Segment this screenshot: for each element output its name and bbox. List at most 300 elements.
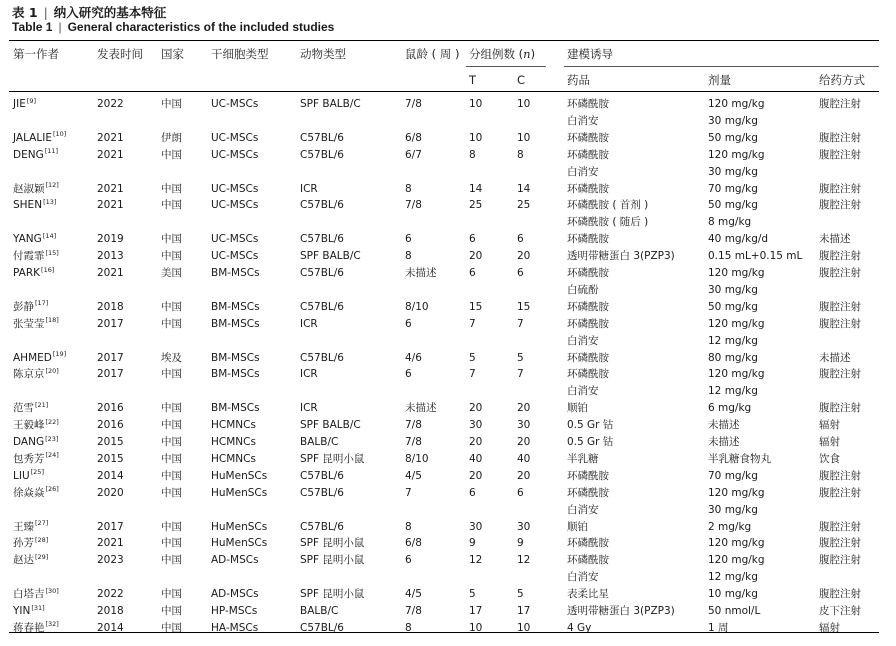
cell-animal [300, 604, 338, 618]
cell-route [819, 266, 861, 280]
cell-year-text: 2017 [97, 368, 124, 381]
cell-t [469, 401, 482, 415]
cell-t [469, 418, 482, 432]
cell-cell-text: BM-MSCs [211, 267, 260, 279]
cell-cell [211, 131, 258, 145]
cell-author [13, 232, 56, 246]
cell-dose-text: 30 mg/kg [708, 503, 758, 516]
cell-drug [567, 486, 609, 500]
cell-c [517, 97, 530, 111]
cell-animal-text: SPF BALB/C [300, 98, 361, 110]
cell-drug [567, 266, 609, 280]
cell-animal [300, 587, 364, 601]
cell-age-text: 4/5 [405, 469, 422, 482]
cell-age-text: 4/5 [405, 588, 422, 601]
cell-cell-text: HA-MSCs [211, 621, 259, 634]
cell-cell [211, 182, 258, 196]
cell-author [13, 317, 59, 331]
cell-animal-text: ICR [300, 368, 318, 381]
cell-age [405, 232, 412, 246]
cell-country-text: 中国 [161, 402, 182, 415]
cell-cell-text: HuMenSCs [211, 469, 268, 482]
cell-country [161, 351, 182, 365]
cell-c [517, 182, 530, 196]
cell-route-text: 腹腔注射 [819, 267, 861, 279]
cell-dose [708, 503, 758, 517]
cell-animal-text: SPF 昆明小鼠 [300, 452, 365, 465]
citation-ref: [16] [41, 265, 55, 274]
cell-cell-text: BM-MSCs [211, 300, 260, 313]
cell-author-text: 王毅峰 [13, 419, 45, 432]
cell-c-text: 8 [517, 148, 524, 161]
cell-author-text: DENG [13, 148, 44, 161]
cell-route [819, 604, 861, 618]
cell-year [97, 367, 124, 381]
cell-age [405, 148, 422, 162]
cell-drug-text: 环磷酰胺 [567, 486, 609, 499]
cell-cell-text: UC-MSCs [211, 148, 259, 161]
citation-ref: [14] [42, 231, 57, 240]
cell-author-text: JALALIE [13, 131, 52, 144]
cell-dose [708, 604, 760, 618]
caption-separator: | [43, 5, 48, 20]
cell-t-text: 14 [469, 182, 483, 195]
header-dose: 剂量 [708, 73, 731, 87]
cell-drug-text: 白消安 [567, 571, 599, 584]
cell-age [405, 486, 412, 500]
cell-drug [567, 604, 675, 618]
cell-t-text: 9 [469, 537, 476, 550]
cell-c-text: 30 [517, 419, 531, 432]
cell-animal [300, 300, 344, 314]
cell-cell [211, 401, 260, 415]
cell-age [405, 249, 412, 263]
cell-animal [300, 148, 344, 162]
cell-animal [300, 131, 344, 145]
cell-author-text: 包秀芳 [13, 452, 45, 465]
cell-dose-text: 120 mg/kg [708, 368, 765, 381]
cell-author-text: 孙芳 [13, 537, 34, 550]
cell-drug [567, 367, 609, 381]
cell-route-text: 腹腔注射 [819, 469, 861, 482]
header-author: 第一作者 [13, 47, 59, 61]
cell-age [405, 182, 412, 196]
cell-route-text: 未描述 [819, 351, 851, 364]
cell-country-text: 中国 [161, 182, 182, 195]
cell-cell-text: BM-MSCs [211, 351, 260, 364]
cell-drug-text: 环磷酰胺 [567, 469, 609, 482]
cell-author [13, 266, 54, 280]
cell-author-text: YIN [13, 605, 31, 617]
cell-drug-text: 0.5 Gr 钴 [567, 436, 614, 448]
cell-animal-text: BALB/C [300, 436, 339, 448]
cell-drug-text: 半乳糖 [567, 452, 599, 465]
cell-author-text: YANG [13, 233, 42, 246]
cell-route-text: 辐射 [819, 419, 840, 432]
cell-country [161, 148, 182, 162]
cell-dose-text: 120 mg/kg [708, 554, 765, 567]
cell-route [819, 249, 861, 263]
cell-dose-text: 120 mg/kg [708, 148, 765, 161]
cell-year-text: 2020 [97, 486, 124, 499]
cell-dose [708, 131, 758, 145]
table-label-en: Table 1 [12, 20, 53, 34]
cell-t-text: 6 [469, 233, 476, 246]
cell-route [819, 317, 861, 331]
citation-ref: [17] [35, 299, 49, 308]
cell-year [97, 249, 124, 263]
cell-dose [708, 587, 758, 601]
cell-route [819, 131, 861, 145]
cell-drug [567, 300, 609, 314]
cell-c-text: 6 [517, 486, 524, 499]
cell-c-text: 40 [517, 452, 531, 465]
cell-animal-text: C57BL/6 [300, 233, 344, 246]
cell-dose-text: 30 mg/kg [708, 114, 758, 127]
cell-drug-text: 白硫酚 [567, 283, 599, 296]
cell-drug-text: 环磷酰胺 [567, 267, 609, 279]
cell-cell [211, 520, 267, 534]
cell-route-text: 腹腔注射 [819, 199, 861, 212]
cell-dose [708, 283, 758, 297]
cell-c [517, 553, 530, 567]
cell-dose [708, 351, 758, 365]
cell-animal [300, 367, 318, 381]
cell-country-text: 中国 [161, 469, 182, 482]
cell-dose [708, 452, 771, 466]
cell-animal [300, 249, 361, 263]
cell-animal-text: ICR [300, 402, 318, 415]
cell-dose [708, 469, 758, 483]
cell-c [517, 536, 524, 550]
cell-c [517, 604, 530, 618]
cell-drug [567, 520, 588, 534]
cell-drug-text: 环磷酰胺 [567, 351, 609, 364]
cell-year-text: 2016 [97, 419, 124, 432]
cell-age-text: 6 [405, 233, 412, 246]
cell-route [819, 469, 861, 483]
cell-t [469, 97, 482, 111]
cell-country-text: 中国 [161, 199, 182, 212]
cell-cell [211, 435, 256, 449]
cell-c [517, 351, 524, 365]
cell-t [469, 486, 476, 500]
cell-drug-text: 环磷酰胺 [567, 131, 609, 144]
cell-year [97, 553, 124, 567]
cell-c-text: 10 [517, 131, 531, 144]
cell-route-text: 腹腔注射 [819, 182, 861, 195]
cell-t [469, 317, 476, 331]
cell-year [97, 604, 124, 618]
cell-year-text: 2021 [97, 182, 124, 195]
cell-year [97, 232, 124, 246]
cell-age-text: 4/6 [405, 351, 422, 364]
cell-drug [567, 435, 613, 449]
cell-age-text: 8 [405, 182, 412, 195]
cell-cell [211, 418, 256, 432]
cell-country-text: 中国 [161, 520, 182, 533]
cell-drug-text: 透明带糖蛋白 3(PZP3) [567, 250, 675, 263]
cell-age-text: 6 [405, 554, 412, 567]
cell-drug [567, 334, 599, 348]
cell-drug [567, 283, 599, 297]
cell-drug [567, 182, 609, 196]
cell-drug [567, 165, 599, 179]
cell-drug-text: 白消安 [567, 165, 599, 178]
cell-c [517, 249, 530, 263]
cell-country [161, 486, 182, 500]
cell-country [161, 435, 182, 449]
cell-route [819, 452, 840, 466]
cell-dose [708, 553, 765, 567]
cell-t-text: 7 [469, 368, 476, 381]
cell-route-text: 腹腔注射 [819, 300, 861, 313]
cell-route [819, 182, 861, 196]
cell-t [469, 452, 482, 466]
cell-dose-text: 30 mg/kg [708, 165, 758, 178]
cell-animal-text: C57BL/6 [300, 267, 344, 279]
citation-ref: [18] [45, 316, 59, 325]
cell-age [405, 553, 412, 567]
cell-dose [708, 300, 758, 314]
cell-drug [567, 97, 609, 111]
cell-route [819, 435, 840, 449]
cell-cell-text: HCMNCs [211, 419, 256, 432]
cell-cell [211, 300, 260, 314]
citation-ref: [15] [45, 248, 59, 257]
cell-c [517, 435, 530, 449]
cell-year-text: 2016 [97, 402, 124, 415]
cell-author [13, 604, 45, 618]
cell-age [405, 351, 422, 365]
cell-drug [567, 452, 599, 466]
cell-dose-text: 50 mg/kg [708, 300, 758, 313]
cell-c-text: 25 [517, 199, 531, 212]
cell-c-text: 9 [517, 537, 524, 550]
cell-cell [211, 553, 259, 567]
cell-country-text: 美国 [161, 267, 182, 279]
cell-cell-text: HuMenSCs [211, 537, 268, 550]
cell-drug [567, 249, 675, 263]
cell-cell-text: HuMenSCs [211, 520, 268, 533]
cell-age [405, 401, 437, 415]
cell-cell-text: UC-MSCs [211, 199, 259, 212]
cell-drug-text: 白消安 [567, 334, 599, 347]
cell-t-text: 7 [469, 317, 476, 330]
cell-age-text: 6 [405, 317, 412, 330]
cell-author-text: 赵达 [13, 554, 34, 567]
cell-c [517, 198, 530, 212]
cell-author [13, 520, 48, 534]
cell-c [517, 452, 530, 466]
cell-author [13, 351, 66, 365]
cell-cell [211, 198, 258, 212]
cell-drug-text: 表柔比星 [567, 588, 609, 601]
cell-t-text: 10 [469, 98, 483, 110]
cell-dose-text: 120 mg/kg [708, 537, 765, 550]
cell-cell [211, 486, 267, 500]
cell-animal-text: SPF BALB/C [300, 250, 361, 263]
cell-dose-text: 120 mg/kg [708, 317, 765, 330]
cell-cell-text: HuMenSCs [211, 486, 268, 499]
cell-cell [211, 452, 256, 466]
cell-author [13, 198, 56, 212]
cell-t [469, 131, 482, 145]
table-label-zh: 表 1 [12, 5, 38, 20]
table-caption-en [12, 20, 334, 34]
cell-dose-text: 120 mg/kg [708, 98, 765, 110]
cell-author [13, 131, 66, 145]
cell-cell [211, 536, 267, 550]
cell-cell [211, 232, 258, 246]
table-caption-zh [12, 3, 166, 21]
cell-dose [708, 570, 758, 584]
cell-drug [567, 232, 609, 246]
header-group-suffix: ) [530, 47, 536, 61]
cell-year-text: 2017 [97, 317, 124, 330]
cell-t-text: 10 [469, 621, 483, 634]
cell-dose-text: 2 mg/kg [708, 520, 752, 533]
cell-t-text: 40 [469, 452, 483, 465]
cell-t [469, 587, 476, 601]
cell-drug-text: 环磷酰胺 [567, 300, 609, 313]
cell-dose-text: 120 mg/kg [708, 486, 765, 499]
cell-animal-text: C57BL/6 [300, 351, 344, 364]
cell-drug-text: 环磷酰胺 [567, 233, 609, 246]
cell-dose [708, 536, 765, 550]
cell-country-text: 中国 [161, 605, 182, 617]
cell-country-text: 埃及 [161, 351, 182, 364]
cell-age [405, 418, 422, 432]
cell-dose-text: 10 mg/kg [708, 588, 758, 601]
cell-cell-text: BM-MSCs [211, 368, 260, 381]
citation-ref: [11] [44, 147, 59, 156]
cell-t-text: 5 [469, 588, 476, 601]
cell-year [97, 351, 124, 365]
cell-author-text: 赵淑颖 [13, 182, 45, 195]
cell-country-text: 中国 [161, 317, 182, 330]
cell-dose [708, 486, 765, 500]
cell-c-text: 12 [517, 554, 531, 567]
cell-route [819, 97, 861, 111]
cell-cell [211, 604, 257, 618]
cell-t-text: 20 [469, 402, 483, 415]
cell-dose [708, 114, 758, 128]
cell-age [405, 469, 422, 483]
cell-route [819, 553, 861, 567]
cell-animal-text: ICR [300, 317, 318, 330]
cell-age-text: 6 [405, 368, 412, 381]
header-drug: 药品 [567, 73, 590, 87]
cell-animal-text: BALB/C [300, 605, 339, 617]
cell-dose-text: 50 mg/kg [708, 131, 758, 144]
cell-author [13, 367, 59, 381]
cell-drug-text: 环磷酰胺 ( 首剂 ) [567, 199, 649, 212]
table-bottom-rule [9, 632, 879, 633]
cell-author-text: AHMED [13, 351, 52, 364]
cell-c [517, 300, 530, 314]
cell-animal-text: C57BL/6 [300, 131, 344, 144]
cell-dose [708, 520, 751, 534]
cell-author [13, 536, 48, 550]
cell-dose [708, 198, 758, 212]
cell-dose-text: 70 mg/kg [708, 469, 758, 482]
cell-animal [300, 452, 364, 466]
cell-age-text: 8/10 [405, 452, 429, 465]
cell-year-text: 2017 [97, 520, 124, 533]
cell-dose [708, 334, 758, 348]
cell-c [517, 520, 530, 534]
cell-drug [567, 384, 599, 398]
cell-country-text: 中国 [161, 436, 182, 448]
cell-age-text: 7/8 [405, 436, 422, 448]
header-country: 国家 [161, 47, 184, 61]
cell-route-text: 腹腔注射 [819, 588, 861, 601]
cell-year-text: 2021 [97, 131, 124, 144]
cell-t [469, 553, 482, 567]
cell-year [97, 266, 124, 280]
cell-c [517, 418, 530, 432]
cell-author-text: 白塔吉 [13, 588, 45, 601]
cell-t-text: 30 [469, 419, 483, 432]
cell-age-text: 7/8 [405, 98, 422, 110]
cell-year-text: 2015 [97, 452, 124, 465]
cell-drug [567, 114, 599, 128]
cell-route-text: 腹腔注射 [819, 131, 861, 144]
cell-animal-text: C57BL/6 [300, 621, 344, 634]
cell-country-text: 中国 [161, 233, 182, 246]
cell-c [517, 266, 524, 280]
cell-age-text: 7/8 [405, 199, 422, 212]
cell-route [819, 520, 861, 534]
cell-year [97, 300, 124, 314]
cell-route-text: 腹腔注射 [819, 98, 861, 110]
cell-c-text: 10 [517, 621, 531, 634]
cell-cell [211, 249, 258, 263]
cell-dose-text: 50 nmol/L [708, 605, 761, 617]
cell-dose-text: 半乳糖食物丸 [708, 452, 771, 465]
cell-year-text: 2017 [97, 351, 124, 364]
cell-drug [567, 198, 648, 212]
cell-animal-text: C57BL/6 [300, 199, 344, 212]
cell-animal-text: SPF 昆明小鼠 [300, 588, 365, 601]
cell-dose-text: 40 mg/kg/d [708, 233, 769, 246]
cell-age-text: 7/8 [405, 419, 422, 432]
cell-c [517, 148, 524, 162]
cell-c [517, 232, 524, 246]
cell-age [405, 435, 422, 449]
cell-country [161, 418, 182, 432]
cell-drug-text: 4 Gy [567, 621, 592, 634]
cell-dose [708, 401, 751, 415]
cell-country [161, 520, 182, 534]
cell-c-text: 5 [517, 588, 524, 601]
cell-drug-text: 白消安 [567, 385, 599, 398]
cell-cell [211, 317, 260, 331]
cell-dose [708, 249, 802, 263]
cell-year-text: 2023 [97, 554, 124, 567]
cell-age-text: 8 [405, 621, 412, 634]
cell-drug-text: 透明带糖蛋白 3(PZP3) [567, 605, 675, 617]
cell-country [161, 587, 182, 601]
cell-animal [300, 520, 344, 534]
cell-drug-text: 环磷酰胺 [567, 368, 609, 381]
cell-cell-text: HCMNCs [211, 436, 256, 448]
cell-year-text: 2021 [97, 267, 124, 279]
cell-t [469, 182, 482, 196]
cell-cell-text: UC-MSCs [211, 250, 259, 263]
table-title-zh: 纳入研究的基本特征 [53, 5, 167, 20]
